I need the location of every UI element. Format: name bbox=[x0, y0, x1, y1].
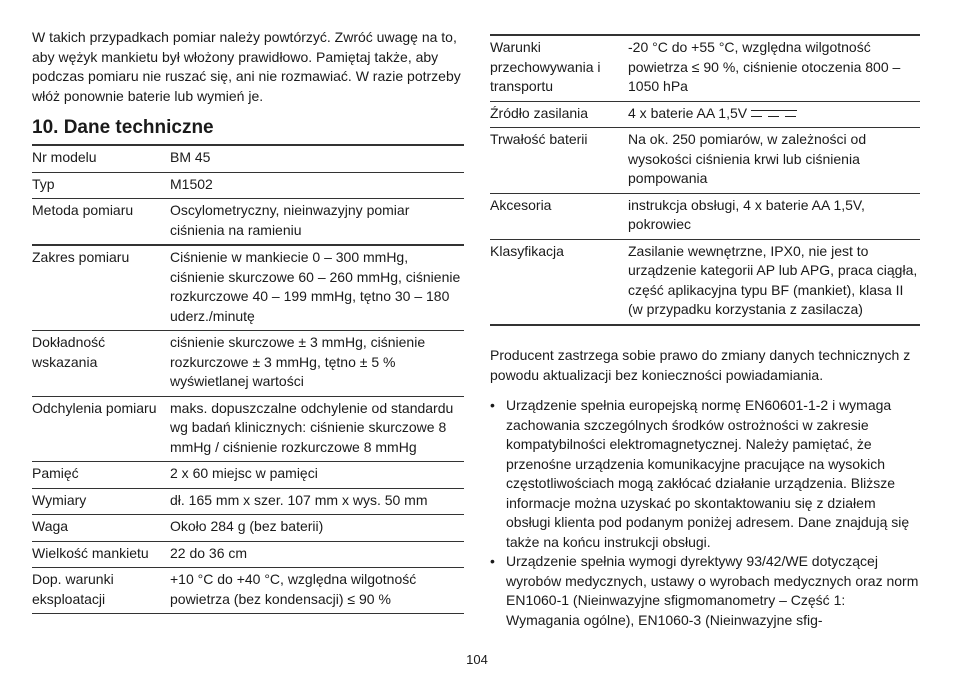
spec-key: Nr modelu bbox=[32, 149, 97, 165]
spec-row bbox=[490, 193, 920, 239]
spec-value: BM 45 bbox=[170, 149, 211, 165]
spec-key: Dokładność wskazania bbox=[32, 334, 106, 370]
spec-value: Zasilanie wewnętrzne, IPX0, nie jest to urządzenie kategorii AP lub APG, praca ciągła, część aplikacyjna typu BF (mankiet), klasa II (w przypadku korzystania z zasilacza) bbox=[628, 242, 918, 317]
spec-row bbox=[490, 128, 920, 194]
list-item bbox=[490, 396, 920, 552]
spec-row bbox=[32, 145, 464, 172]
spec-key: Wymiary bbox=[32, 491, 87, 508]
spec-value: ciśnienie skurczowe ± 3 mmHg, ciśnienie rozkurczowe ± 3 mmHg, tętno ± 5 % wyświetlanej wartości bbox=[170, 334, 426, 389]
spec-value: Na ok. 250 pomiarów, w zależności od wysokości ciśnienia krwi lub ciśnienia pompowania bbox=[628, 131, 867, 186]
spec-row bbox=[32, 172, 464, 199]
spec-key: Akcesoria bbox=[490, 196, 552, 213]
spec-key: Zakres pomiaru bbox=[32, 249, 130, 265]
power-source-text: 4 x baterie AA 1,5V bbox=[628, 104, 748, 121]
bullet-icon: • bbox=[490, 397, 495, 413]
spec-value bbox=[628, 101, 920, 128]
spec-key: Waga bbox=[32, 518, 69, 534]
page-number: 104 bbox=[466, 652, 488, 667]
spec-key: Wielkość mankietu bbox=[32, 544, 149, 561]
spec-value: Ciśnienie w mankiecie 0 – 300 mmHg, ciśnienie skurczowe 60 – 260 mmHg, ciśnienie rozkurczowe 40 – 199 mmHg, tętno 30 – 180 uderz./minutę bbox=[170, 249, 461, 324]
spec-row bbox=[32, 462, 464, 489]
spec-value: Około 284 g (bez baterii) bbox=[170, 518, 324, 534]
spec-row bbox=[32, 488, 464, 515]
spec-value: maks. dopuszczalne odchylenie od standardu wg badań klinicznych: ciśnienie skurczowe 8 mmHg / ciśnienie rozkurczowe 8 mmHg bbox=[170, 399, 454, 455]
spec-key: Trwałość baterii bbox=[490, 131, 588, 147]
spec-value: 2 x 60 miejsc w pamięci bbox=[170, 465, 318, 481]
spec-row bbox=[32, 199, 464, 246]
spec-value: M1502 bbox=[170, 175, 213, 192]
spec-row bbox=[32, 541, 464, 568]
spec-row bbox=[32, 568, 464, 614]
spec-row bbox=[490, 239, 920, 325]
spec-key: Źródło zasilania bbox=[490, 104, 589, 121]
intro-paragraph: W takich przypadkach pomiar należy powtórzyć. Zwróć uwagę na to, aby wężyk mankietu był włożony prawidłowo. Pamiętaj także, aby podczas pomiaru nie ruszać się, ani nie rozmawiać. W razie potrzeby włóż ponownie baterie lub wymień je. bbox=[32, 29, 461, 104]
spec-key: Pamięć bbox=[32, 465, 79, 481]
spec-value: -20 °C do +55 °C, względna wilgotność powietrza ≤ 90 %, ciśnienie otoczenia 800 – 1050 hPa bbox=[628, 39, 901, 94]
spec-key: Typ bbox=[32, 175, 55, 192]
spec-row bbox=[32, 515, 464, 542]
spec-value: 22 do 36 cm bbox=[170, 544, 248, 561]
spec-value: instrukcja obsługi, 4 x baterie AA 1,5V, pokrowiec bbox=[628, 196, 865, 232]
spec-key: Odchylenia pomiaru bbox=[32, 399, 157, 416]
spec-row bbox=[490, 35, 920, 101]
spec-key: Warunki przechowywania i transportu bbox=[490, 39, 601, 94]
spec-key: Metoda pomiaru bbox=[32, 202, 134, 218]
manufacturer-note: Producent zastrzega sobie prawo do zmiany danych technicznych z powodu aktualizacji bez konieczności powiadamiania. bbox=[490, 347, 911, 383]
compliance-list bbox=[490, 396, 920, 630]
list-item-text: Urządzenie spełnia wymogi dyrektywy 93/42/WE dotyczącej wyrobów medycznych, ustawy o wyrobach medycznych oraz norm EN1060-1 (Nieinwazyjne sfigmomanometry – Część 1: Wymagania ogólne), EN1060-3 (Nieinwazyjne sfig- bbox=[506, 553, 919, 628]
spec-row bbox=[32, 396, 464, 462]
spec-value: dł. 165 mm x szer. 107 mm x wys. 50 mm bbox=[170, 491, 428, 508]
spec-key: Dop. warunki eksploatacji bbox=[32, 571, 114, 607]
spec-value: +10 °C do +40 °C, względna wilgotność powietrza (bez kondensacji) ≤ 90 % bbox=[170, 571, 417, 607]
spec-table-left bbox=[32, 144, 464, 614]
spec-row bbox=[32, 245, 464, 331]
spec-table-right bbox=[490, 34, 920, 326]
spec-key: Klasyfikacja bbox=[490, 242, 564, 259]
list-item-text: Urządzenie spełnia europejską normę EN60601-1-2 i wymaga zachowania szczególnych środków ostrożności w zakresie kompatybilności elektromagnetycznej. Należy pamiętać, że przenośne urządzenia komunikacyjne pracujące na wysokich częstotliwościach mogą zakłócać działanie urządzenia. Bliższe informacje można uzyskać po skontaktowaniu się z działem obsługi klienta pod podanym poniżej adresem. Dane znajdują się także na końcu instrukcji obsługi. bbox=[506, 397, 910, 550]
list-item bbox=[490, 552, 920, 630]
spec-value: Oscylometryczny, nieinwazyjny pomiar ciśnienia na ramieniu bbox=[170, 202, 410, 238]
spec-row bbox=[32, 331, 464, 397]
bullet-icon: • bbox=[490, 553, 495, 569]
section-heading: 10. Dane techniczne bbox=[32, 117, 214, 138]
spec-row bbox=[490, 101, 920, 128]
direct-current-symbol-icon bbox=[751, 109, 797, 119]
